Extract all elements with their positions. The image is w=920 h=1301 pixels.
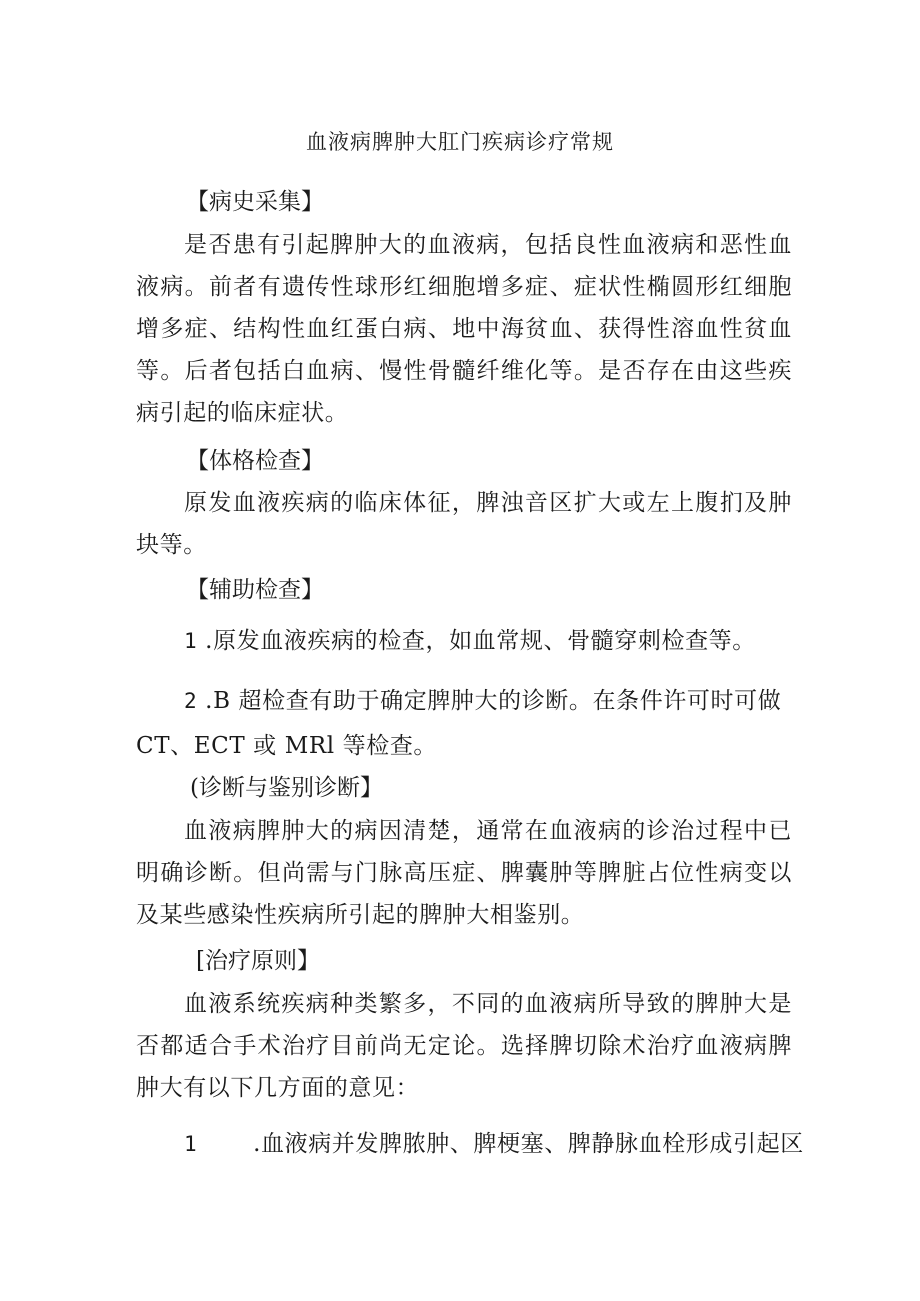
aux-item-1 <box>184 623 756 659</box>
aux-item-1-number: 1 <box>184 629 198 653</box>
section-heading-aux: 【辅助检查】 <box>186 577 324 603</box>
aux-item-2-number: 2 <box>184 689 198 713</box>
aux-item-2 <box>184 683 781 719</box>
aux-item-2-text: .B 超检查有助于确定脾肿大的诊断。在条件许可时可做 <box>205 688 782 714</box>
treatment-item-1 <box>184 1126 804 1162</box>
section-body-history: 是否患有引起脾肿大的血液病，包括良性血液病和恶性血液病。前者有遗传性球形红细胞增多症、症状性椭圆形红细胞增多症、结构性血红蛋白病、地中海贫血、获得性溶血性贫血等。后者包括白血病、慢性骨髓纤维化等。是否存在由这些疾病引起的临床症状。 <box>136 232 792 426</box>
treatment-item-1-number: 1 <box>184 1132 198 1156</box>
section-body-treatment: 血液系统疾病种类繁多，不同的血液病所导致的脾肿大是否都适合手术治疗目前尚无定论。选择脾切除术治疗血液病脾肿大有以下几方面的意见： <box>136 991 792 1101</box>
section-heading-exam: 【体格检查】 <box>186 448 324 474</box>
section-heading-treatment: [治疗原则】 <box>196 948 320 974</box>
treatment-item-1-text: .血液病并发脾脓肿、脾梗塞、脾静脉血栓形成引起区 <box>253 1131 804 1157</box>
section-heading-diagnosis: (诊断与鉴别诊断】 <box>190 775 383 801</box>
document-title: 血液病脾肿大肛门疾病诊疗常规 <box>306 130 614 154</box>
section-body-diagnosis: 血液病脾肿大的病因清楚，通常在血液病的诊治过程中已明确诊断。但尚需与门脉高压症、脾囊肿等脾脏占位性病变以及某些感染性疾病所引起的脾肿大相鉴别。 <box>136 818 792 928</box>
section-heading-history: 【病史采集】 <box>186 189 324 215</box>
aux-item-2-continuation: CT、ECT 或 MRl 等检查。 <box>136 733 438 759</box>
aux-item-1-text: .原发血液疾病的检查，如血常规、骨髓穿刺检查等。 <box>205 628 756 654</box>
section-body-exam: 原发血液疾病的临床体征，脾浊音区扩大或左上腹扪及肿块等。 <box>136 490 792 558</box>
